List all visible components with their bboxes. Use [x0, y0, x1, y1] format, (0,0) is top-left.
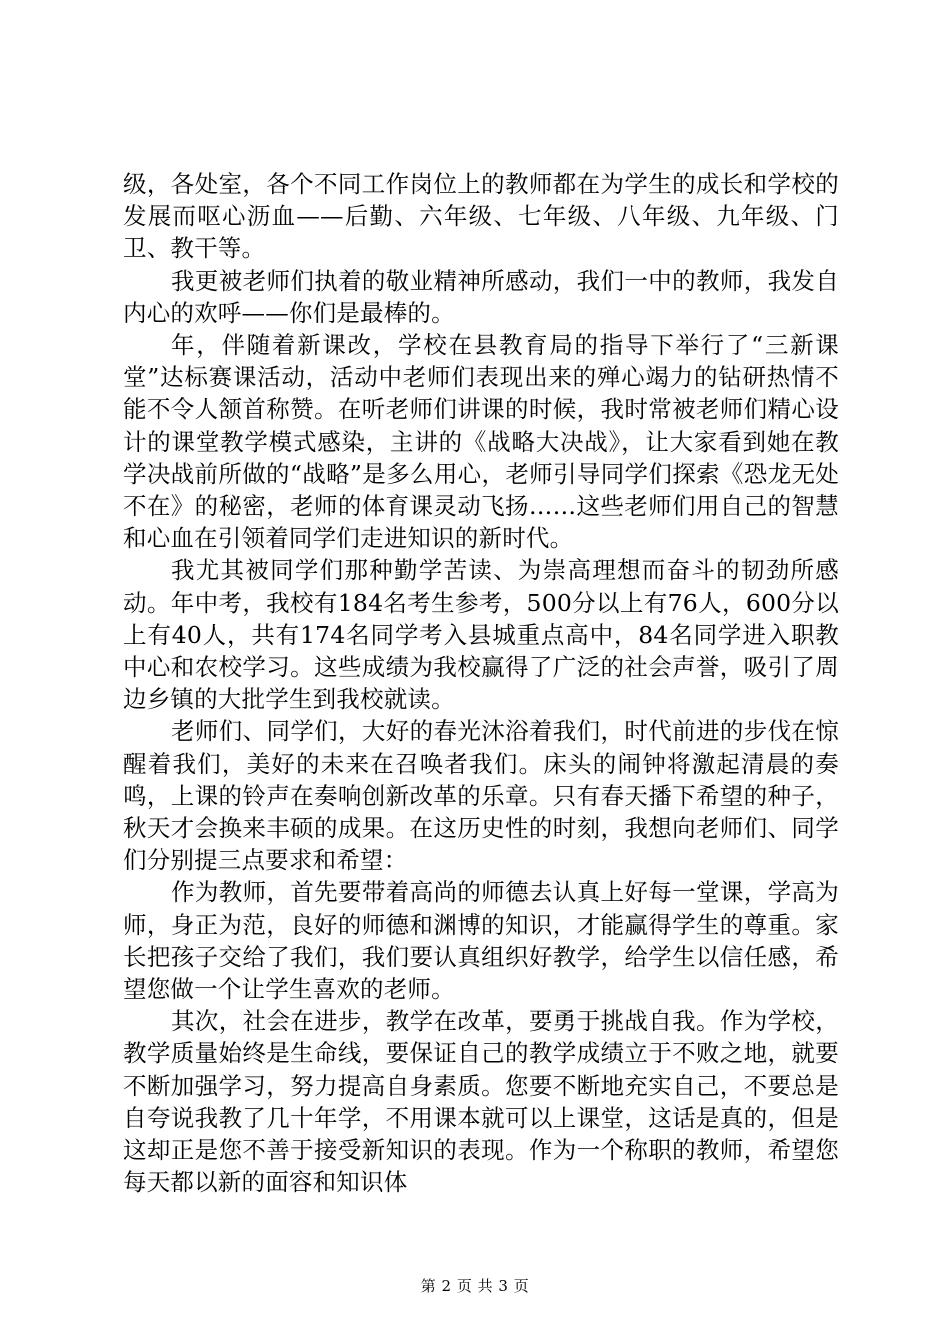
paragraph-1: 级，各处室，各个不同工作岗位上的教师都在为学生的成长和学校的发展而呕心沥血——后勤、六年级、七年级、八年级、九年级、门卫、教干等。: [123, 170, 839, 263]
paragraph-3: 年，伴随着新课改，学校在县教育局的指导下举行了“三新课堂”达标赛课活动，活动中老师们表现出来的殚心竭力的钻研热情不能不令人颔首称赞。在听老师们讲课的时候，我时常被老师们精心设计的课堂教学模式感染，主讲的《战略大决战》，让大家看到她在教学决战前所做的“战略”是多么用心，老师引导同学们探索《恐龙无处不在》的秘密，老师的体育课灵动飞扬……这些老师们用自己的智慧和心血在引领着同学们走进知识的新时代。: [123, 331, 839, 553]
page-footer: [0, 1276, 950, 1296]
page-number-label: 第 2 页 共 3 页: [420, 1277, 530, 1295]
paragraph-5: 老师们、同学们，大好的春光沐浴着我们，时代前进的步伐在惊醒着我们，美好的未来在召唤者我们。床头的闹钟将激起清晨的奏鸣，上课的铃声在奏响创新改革的乐章。只有春天播下希望的种子，秋天才会换来丰硕的成果。在这历史性的时刻，我想向老师们、同学们分别提三点要求和希望：: [123, 717, 839, 875]
body-text: [123, 168, 839, 1199]
paragraph-7: 其次，社会在进步，教学在改革，要勇于挑战自我。作为学校，教学质量始终是生命线，要保证自己的教学成绩立于不败之地，就要不断加强学习，努力提高自身素质。您要不断地充实自己，不要总是自夸说我教了几十年学，不用课本就可以上课堂，这话是真的，但是这却正是您不善于接受新知识的表现。作为一个称职的教师，希望您每天都以新的面容和知识体: [123, 1007, 839, 1197]
paragraph-6: 作为教师，首先要带着高尚的师德去认真上好每一堂课，学高为师，身正为范，良好的师德和渊博的知识，才能赢得学生的尊重。家长把孩子交给了我们，我们要认真组织好教学，给学生以信任感，希望您做一个让学生喜欢的老师。: [123, 878, 839, 1004]
paragraph-4: 我尤其被同学们那种勤学苦读、为崇高理想而奋斗的韧劲所感动。年中考，我校有184名考生参考，500分以上有76人，600分以上有40人，共有174名同学考入县城重点高中，84名同学进入职教中心和农校学习。这些成绩为我校赢得了广泛的社会声誉，吸引了周边乡镇的大批学生到我校就读。: [123, 556, 839, 714]
paragraph-2: 我更被老师们执着的敬业精神所感动，我们一中的教师，我发自内心的欢呼——你们是最棒的。: [123, 266, 839, 327]
